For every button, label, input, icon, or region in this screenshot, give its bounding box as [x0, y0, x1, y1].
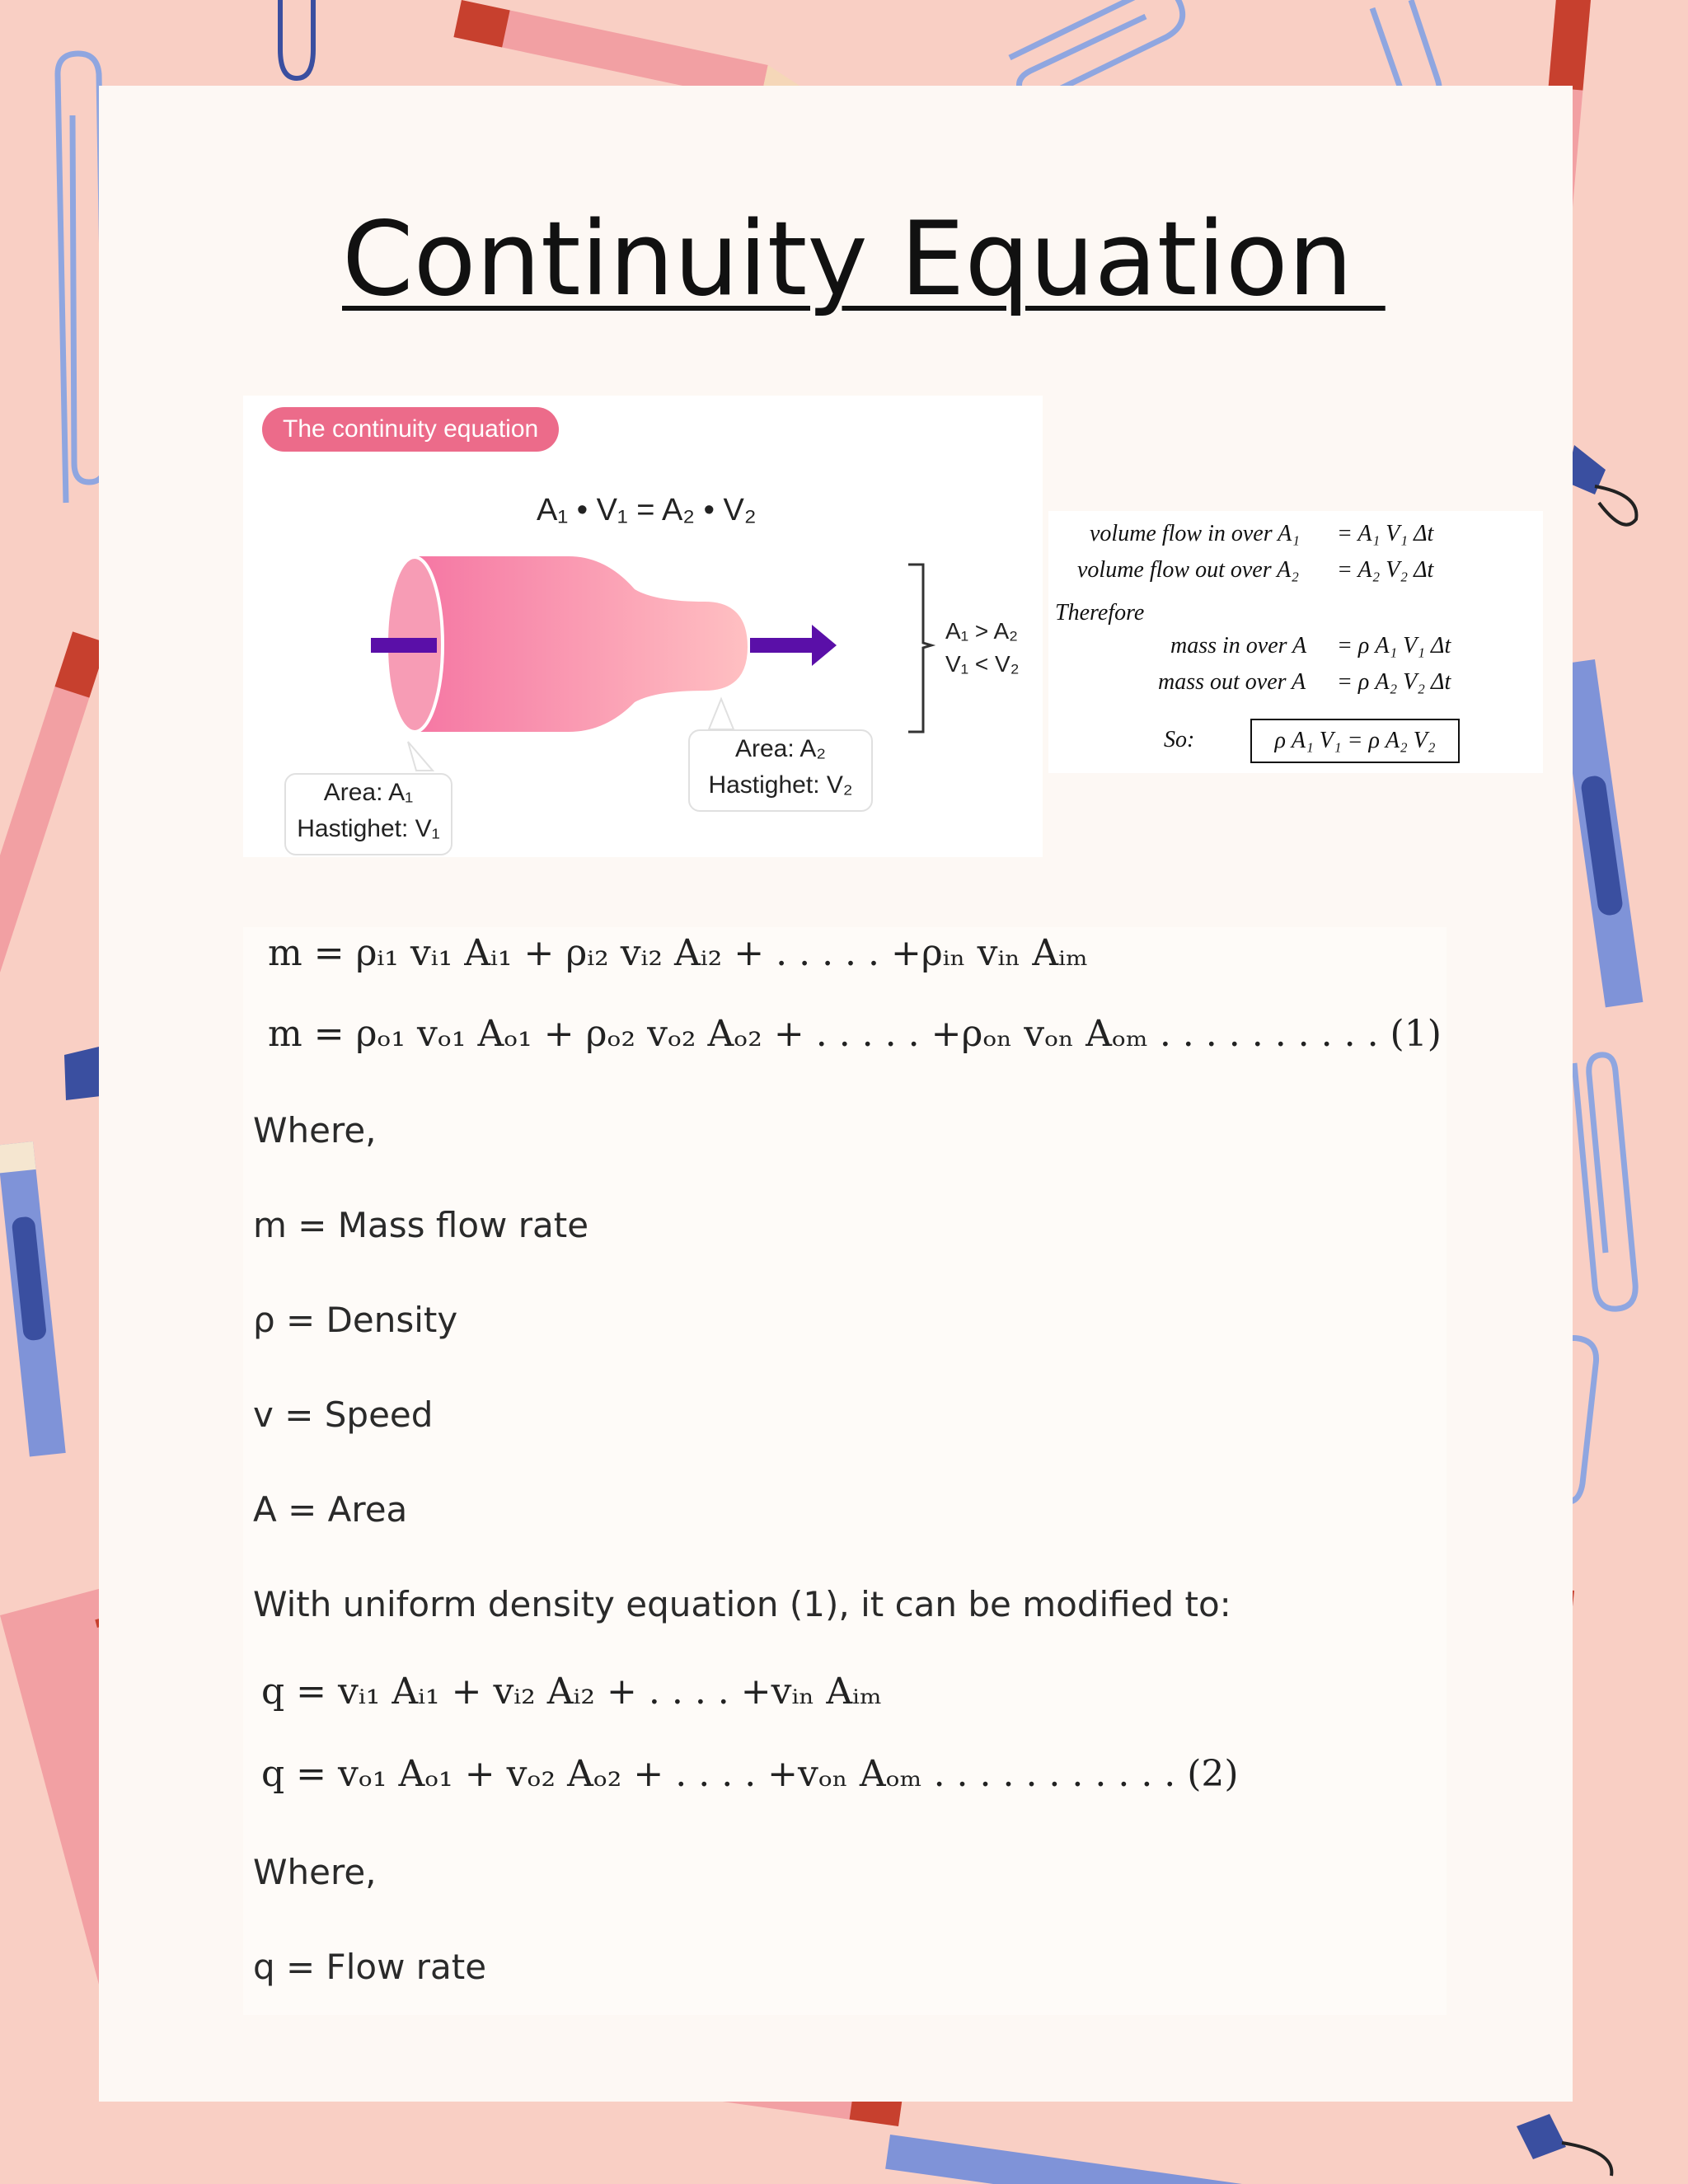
inlet-flow-arrow — [371, 638, 437, 653]
uniform-density-note: With uniform density equation (1), it can be modified to: — [253, 1584, 1231, 1624]
bracket-icon — [908, 565, 931, 732]
where-label-1: Where, — [253, 1110, 377, 1151]
volume-in-label: volume flow in over A₁ — [1090, 521, 1300, 546]
outlet-flow-arrow-shaft — [750, 638, 816, 653]
page-title: Continuity Equation — [342, 200, 1386, 319]
callout-outlet-area: Area: A₂ — [734, 735, 827, 762]
mass-out-expression: = ρ A₂ V₂ Δt — [1337, 669, 1451, 695]
velocity-relation: V₁ < V₂ — [945, 651, 1020, 677]
definition-mass-flow: m = Mass flow rate — [253, 1205, 589, 1245]
boxed-result: ρ A₁ V₁ = ρ A₂ V₂ — [1250, 719, 1460, 763]
callout-inlet-speed: Hastighet: V₁ — [297, 815, 440, 842]
callout-inlet — [284, 773, 452, 855]
where-label-2: Where, — [253, 1852, 377, 1892]
figure-equation: A₁ • V₁ = A₂ • V₂ — [537, 493, 757, 527]
therefore-label: Therefore — [1055, 600, 1145, 626]
mass-flow-outlet-equation: m = ρₒ₁ vₒ₁ Aₒ₁ + ρₒ₂ vₒ₂ Aₒ₂ + . . . . . +ρₒₙ vₒₙ Aₒₘ . . . . . . . . . . (1) — [268, 1013, 1442, 1055]
definition-area: A = Area — [253, 1489, 408, 1530]
pipe-body — [412, 556, 748, 732]
callout-outlet-speed: Hastighet: V₂ — [708, 771, 853, 799]
definition-speed: v = Speed — [253, 1394, 434, 1435]
volume-out-expression: = A₂ V₂ Δt — [1337, 557, 1434, 583]
mass-flow-inlet-equation: m = ρᵢ₁ vᵢ₁ Aᵢ₁ + ρᵢ₂ vᵢ₂ Aᵢ₂ + . . . . . +ρᵢₙ vᵢₙ Aᵢₘ — [268, 932, 1088, 974]
volume-out-label: volume flow out over A₂ — [1077, 557, 1299, 583]
figure-caption-pill: The continuity equation — [262, 407, 559, 452]
mass-in-label: mass in over A — [1170, 633, 1307, 658]
outlet-flow-arrow-head — [812, 625, 837, 666]
flow-rate-outlet-equation: q = vₒ₁ Aₒ₁ + vₒ₂ Aₒ₂ + . . . . +vₒₙ Aₒₘ . . . . . . . . . . . (2) — [261, 1753, 1239, 1795]
mass-in-expression: = ρ A₁ V₁ Δt — [1337, 633, 1451, 658]
mass-out-label: mass out over A — [1158, 669, 1306, 695]
definition-density: ρ = Density — [253, 1300, 458, 1340]
equations-section — [243, 927, 1447, 2015]
callout-right-pointer — [709, 699, 734, 729]
so-label: So: — [1164, 727, 1195, 752]
mass-derivation — [1048, 511, 1543, 773]
callout-left-pointer — [408, 742, 433, 771]
definition-flow-rate: q = Flow rate — [253, 1947, 487, 1987]
continuity-figure — [243, 396, 1043, 857]
callout-outlet — [688, 729, 873, 812]
volume-in-expression: = A₁ V₁ Δt — [1337, 521, 1434, 546]
callout-inlet-area: Area: A₁ — [323, 779, 414, 806]
area-relation: A₁ > A₂ — [945, 618, 1019, 644]
flow-rate-inlet-equation: q = vᵢ₁ Aᵢ₁ + vᵢ₂ Aᵢ₂ + . . . . +vᵢₙ Aᵢₘ — [261, 1671, 882, 1713]
